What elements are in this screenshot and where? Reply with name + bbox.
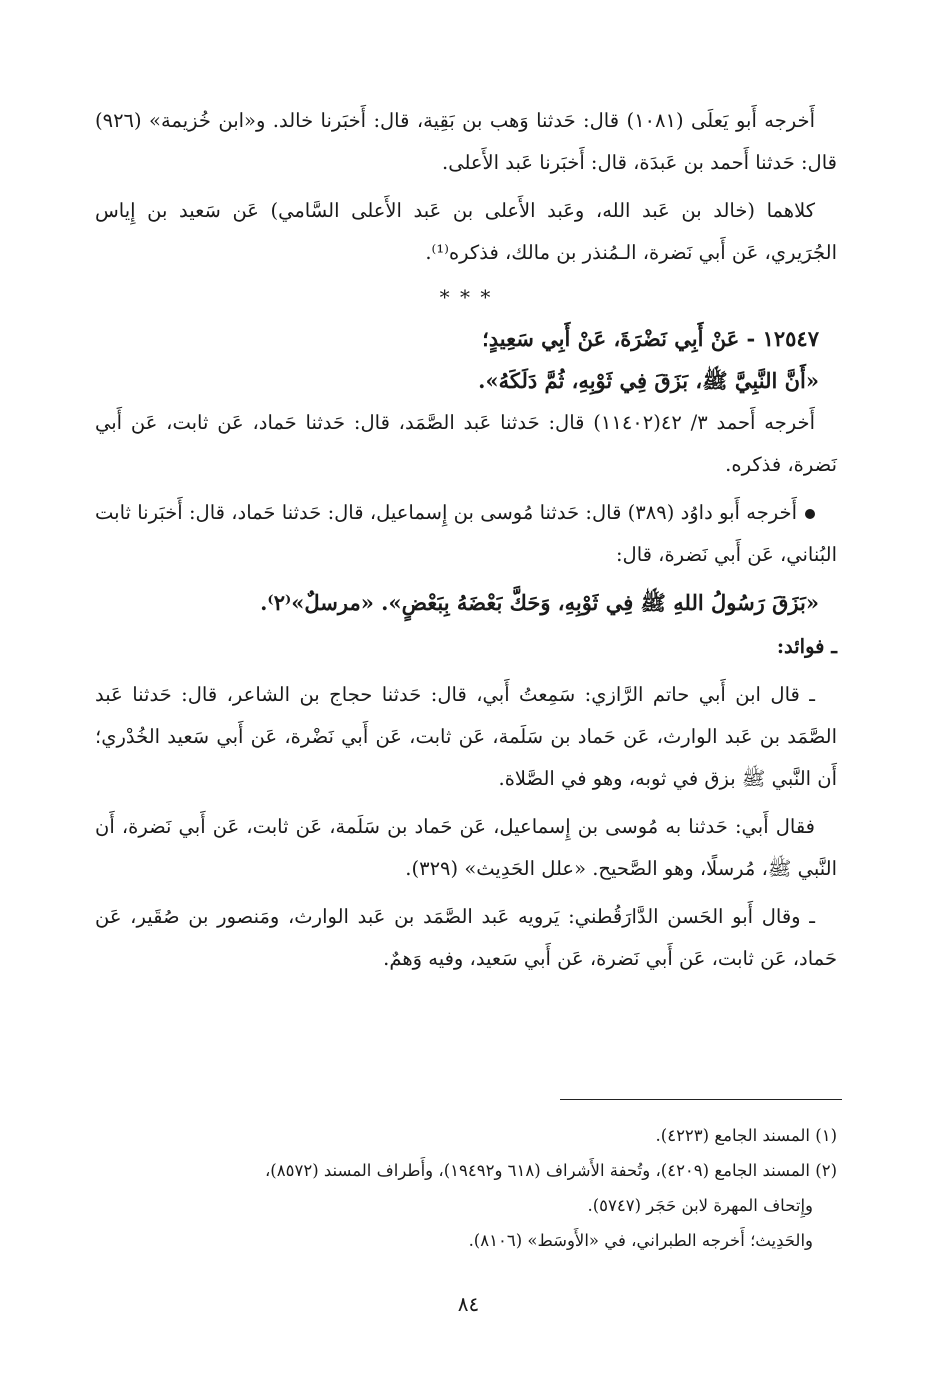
paragraph-takhrij-ahmad: أَخرجه أَحمد ٣/ ٤٢(١١٤٠٢) قال: حَدثنا عَبد الصَّمَد، قال: حَدثنا حَماد، عَن ثابت، عَن أَبي نَضرة، فذكره. xyxy=(95,411,837,476)
paragraph-daraqutni: ـ وقال أَبو الحَسن الدَّارَقُطني: يَرويه عَبد الصَّمَد بن عَبد الوارث، ومَنصور بن صُقَير، عَن حَماد، عَن ثابت، عَن أَبي نَضرة، عَن أَبي سَعيد، وفيه وَهمٌ. xyxy=(95,905,837,970)
footnote-divider xyxy=(560,1099,842,1100)
hadith-text: «أَنَّ النَّبِيَّ ﷺ، بَزَقَ فِي ثَوْبِهِ، ثُمَّ دَلَكَهُ». xyxy=(478,368,819,393)
paragraph-takhrij-1: أَخرجه أَبو يَعلَى (١٠٨١) قال: حَدثنا وَهب بن بَقِية، قال: أَخبَرنا خالد. و«ابن خُزيمة» (٩٢٦) قال: حَدثنا أَحمد بن عَبدَة، قال: أَخبَرنا عَبد الأَعلى. xyxy=(95,109,837,174)
footnote-2-continuation: وإِتحاف المهرة لابن حَجَر (٥٧٤٧). xyxy=(587,1196,813,1215)
section-separator: * * * xyxy=(439,285,493,309)
fawaid-heading: ـ فوائد: xyxy=(776,635,837,658)
footnote-1: (١) المسند الجامع (٤٢٢٣). xyxy=(655,1126,837,1145)
footnote-2: (٢) المسند الجامع (٤٢٠٩)، وتُحفة الأَشراف (٦١٨ و١٩٤٩٢)، وأَطراف المسند (٨٥٧٢)، xyxy=(264,1161,837,1180)
paragraph-ibn-abi-hatim: ـ قال ابن أَبي حاتم الرَّازي: سَمِعتُ أَبي، قال: حَدثنا حجاج بن الشاعر، قال: حَدثنا عَبد الصَّمَد بن عَبد الوارث، عَن حَماد بن سَلَمة، عَن ثابت، عَن أَبي نَضْرة، عَن أَبي سَعيد الخُدْري؛ أَن النَّبي ﷺ بزق في ثوبه، وهو في الصَّلاة. xyxy=(95,683,837,790)
bullet-icon xyxy=(805,509,815,519)
paragraph-abi-reply: فقال أَبي: حَدثنا به مُوسى بن إِسماعيل، عَن حَماد بن سَلَمة، عَن ثابت، عَن أَبي نَضرة، أَن النَّبي ﷺ، مُرسلًا، وهو الصَّحيح. «علل الحَدِيث» (٣٢٩). xyxy=(95,815,837,880)
abu-dawud-text: أَخرجه أَبو داوُد (٣٨٩) قال: حَدثنا مُوسى بن إِسماعيل، قال: حَدثنا حَماد، قال: أَخبَرنا ثابت البُناني، عَن أَبي نَضرة، قال: xyxy=(95,501,837,566)
paragraph-isnad: كلاهما (خالد بن عَبد الله، وعَبد الأَعلى بن عَبد الأَعلى السَّامي) عَن سَعيد بن إِياس الجُرَيري، عَن أَبي نَضرة، الـمُنذر بن مالك، فذكره⁽¹⁾. xyxy=(95,199,837,264)
mursal-hadith-text: «بَزَقَ رَسُولُ اللهِ ﷺ فِي ثَوْبِهِ، وَحَكَّ بَعْضَهُ بِبَعْضٍ». «مرسلٌ»⁽٢⁾. xyxy=(260,590,819,615)
paragraph-takhrij-abu-dawud xyxy=(95,492,837,576)
hadith-number-line: ١٢٥٤٧ - عَنْ أَبِي نَضْرَةَ، عَنْ أَبِي سَعِيدٍ؛ xyxy=(482,326,819,351)
footnote-2-tabarani: والحَدِيث؛ أَخرجه الطبراني، في «الأَوسَط» (٨١٠٦). xyxy=(468,1231,813,1250)
page-number: ٨٤ xyxy=(457,1292,480,1316)
main-text xyxy=(95,100,837,986)
footnotes xyxy=(95,1118,837,1258)
